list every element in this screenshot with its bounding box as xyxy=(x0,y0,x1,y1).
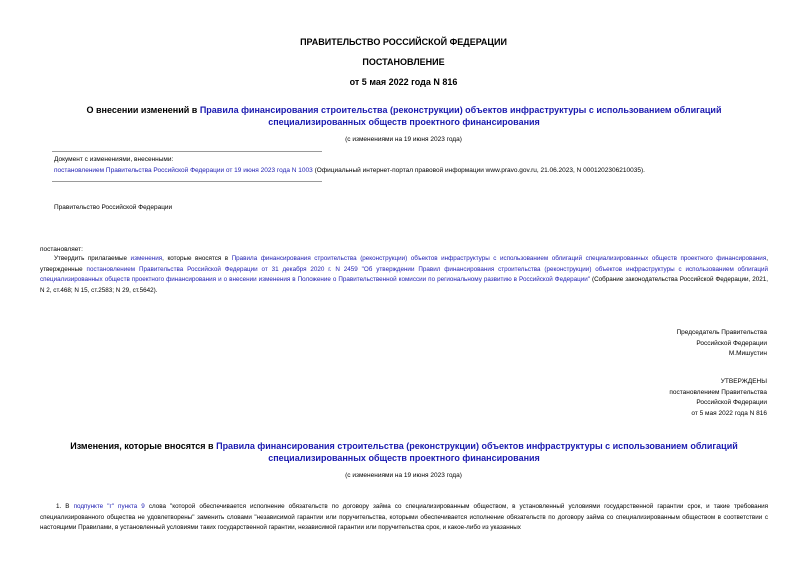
changes-amendment-link[interactable]: постановлением Правительства Российской Федерации от 19 июня 2023 года N 1003 xyxy=(54,166,313,174)
changes-box xyxy=(54,155,774,176)
body-text-2: , которые вносятся в xyxy=(162,255,232,262)
annex-title-prefix: Изменения, которые вносятся в xyxy=(70,441,217,451)
resolution-2459-link[interactable]: постановлением Правительства Российской Федерации от 31 декабря 2020 г. N 2459 "Об утверждении Правил финансирования строительства (реконструкции) объектов инфраструктуры с использованием облигаций специализированных обществ проектного финансирования и о внесении изменения в Положение о Правительственной комиссии по региональному развитию в Российской Федерации" xyxy=(40,265,768,283)
changes-heading: Документ с изменениями, внесенными: xyxy=(54,156,174,163)
title-rules-link[interactable]: Правила финансирования строительства (реконструкции) объектов инфраструктуры с использованием облигаций специализированных обществ проектного финансирования xyxy=(199,105,722,127)
issuer: Правительство Российской Федерации xyxy=(54,204,173,211)
changes-source: (Официальный интернет-портал правовой информации www.pravo.gov.ru, 21.06.2023, N 0001202306210035). xyxy=(312,166,645,174)
signature-block xyxy=(676,328,767,360)
body-text-1: Утвердить прилагаемые xyxy=(54,255,131,262)
approved-line-4: от 5 мая 2022 года N 816 xyxy=(691,409,767,417)
approved-block xyxy=(669,377,767,419)
changes-top-divider xyxy=(52,151,322,152)
resolves-label: постановляет: xyxy=(40,246,83,253)
item-1-text: слова "которой обеспечивается исполнение обязательств по договору займа со специализированным обществом, в установленный условиями государственной гарантии срок, и такие требования специализированного общества не удовлетворены" заменить словами "независимой гарантии или поручительства, которыми обеспечивается исполнение обязательств по договору займа со специализированным обществом в соответствии с настоящими Правилами, в установленный условиями таких государственной гарантии, независимой гарантии или поручительства срок, и какое-либо из указанных xyxy=(40,503,768,531)
changes-link[interactable]: изменения xyxy=(130,255,163,262)
document-date: от 5 мая 2022 года N 816 xyxy=(349,77,458,87)
document-type: ПОСТАНОВЛЕНИЕ xyxy=(362,57,445,67)
body-paragraph xyxy=(40,254,768,296)
annex-title xyxy=(40,440,768,464)
signature-name: М.Мишустин xyxy=(728,350,767,357)
annex-rules-link[interactable]: Правила финансирования строительства (реконструкции) объектов инфраструктуры с использованием облигаций специализированных обществ проектного финансирования xyxy=(216,441,738,463)
body-text-4: (Собрание законодательства Российской Федерации, 2021, N 2, ст.468; N 15, ст.2583; N 29, ст.5642). xyxy=(40,276,768,294)
document-title xyxy=(40,104,768,128)
government-heading: ПРАВИТЕЛЬСТВО РОССИЙСКОЙ ФЕДЕРАЦИИ xyxy=(300,37,507,47)
changes-bottom-divider xyxy=(52,181,322,182)
approved-heading: УТВЕРЖДЕНЫ xyxy=(720,378,767,385)
annex-edition-note: (с изменениями на 19 июня 2023 года) xyxy=(345,472,462,479)
body-text-3: , утвержденные xyxy=(40,255,768,273)
approved-line-2: постановлением Правительства xyxy=(669,388,767,396)
item-1-paragraph xyxy=(40,502,768,534)
title-prefix: О внесении изменений в xyxy=(86,105,200,115)
rules-link[interactable]: Правила финансирования строительства (реконструкции) объектов инфраструктуры с использованием облигаций специализированных обществ проектного финансирования xyxy=(231,255,767,262)
item-1-number: 1. В xyxy=(56,503,74,510)
subclause-link[interactable]: подпункте "г" пункта 9 xyxy=(73,503,145,510)
approved-line-3: Российской Федерации xyxy=(696,399,767,406)
signature-country: Российской Федерации xyxy=(696,339,767,347)
signature-title: Председатель Правительства xyxy=(676,329,767,336)
edition-note: (с изменениями на 19 июня 2023 года) xyxy=(345,136,462,143)
